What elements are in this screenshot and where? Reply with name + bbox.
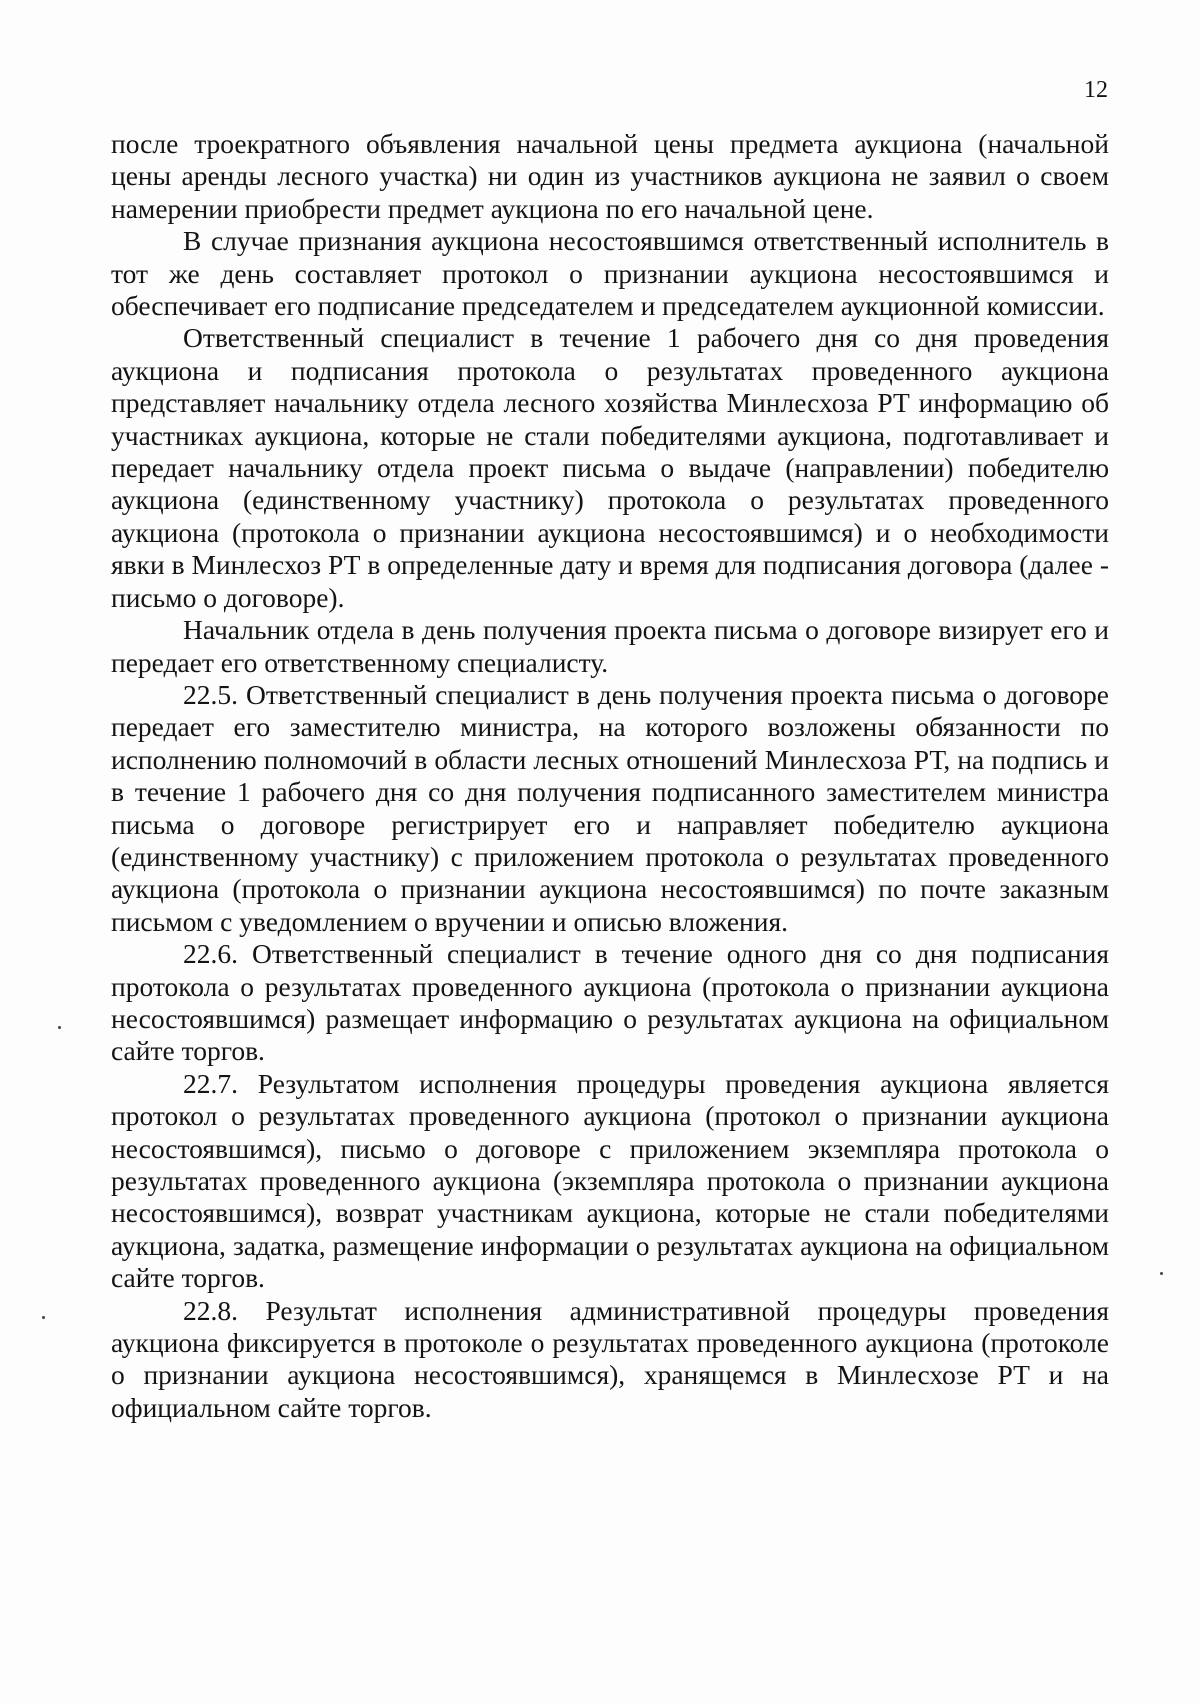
paragraph-auction-failed: В случае признания аукциона несостоявшимся ответственный исполнитель в тот же день составляет протокол о признании аукциона несостоявшимся и обеспечивает его подписание председателем и председателем аукционной комиссии.	[111, 225, 1109, 322]
paragraph-22-8: 22.8. Результат исполнения административной процедуры проведения аукциона фиксируется в протоколе о результатах проведенного аукциона (протоколе о признании аукциона несостоявшимся), хранящемся в Минлесхозе РТ и на официальном сайте торгов.	[111, 1294, 1109, 1423]
page-number: 12	[1084, 77, 1108, 103]
paragraph-specialist-report: Ответственный специалист в течение 1 рабочего дня со дня проведения аукциона и подписания протокола о результатах проведенного аукциона представляет начальнику отдела лесного хозяйства Минлесхоза РТ информацию об участниках аукциона, которые не стали победителями аукциона, подготавливает и передает начальнику отдела проект письма о выдаче (направлении) победителю аукциона (единственному участнику) протокола о результатах проведенного аукциона (протокола о признании аукциона несостоявшимся) и о необходимости явки в Минлесхоз РТ в определенные дату и время для подписания договора (далее - письмо о договоре).	[111, 322, 1109, 613]
paragraph-22-7: 22.7. Результатом исполнения процедуры проведения аукциона является протокол о результатах проведенного аукциона (протокол о признании аукциона несостоявшимся), письмо о договоре с приложением экземпляра протокола о результатах проведенного аукциона (экземпляра протокола о признании аукциона несостоявшимся), возврат участникам аукциона, которые не стали победителями аукциона, задатка, размещение информации о результатах аукциона на официальном сайте торгов.	[111, 1067, 1109, 1294]
scan-speck	[42, 1316, 45, 1319]
scan-speck	[58, 1026, 61, 1029]
paragraph-22-6: 22.6. Ответственный специалист в течение одного дня со дня подписания протокола о результатах проведенного аукциона (протокола о признании аукциона несостоявшимся) размещает информацию о результатах аукциона на официальном сайте торгов.	[111, 938, 1109, 1067]
scan-speck	[1160, 1272, 1163, 1275]
paragraph-continuation: после троекратного объявления начальной цены предмета аукциона (начальной цены аренды лесного участка) ни один из участников аукциона не заявил о своем намерении приобрести предмет аукциона по его начальной цене.	[111, 128, 1109, 224]
paragraph-department-head: Начальник отдела в день получения проекта письма о договоре визирует его и передает его ответственному специалисту.	[111, 614, 1109, 678]
paragraph-22-5: 22.5. Ответственный специалист в день получения проекта письма о договоре передает его заместителю министра, на которого возложены обязанности по исполнению полномочий в области лесных отношений Минлесхоза РТ, на подпись и в течение 1 рабочего дня со дня получения подписанного заместителем министра письма о договоре регистрирует его и направляет победителю аукциона (единственному участнику) с приложением протокола о результатах проведенного аукциона (протокола о признании аукциона несостоявшимся) по почте заказным письмом с уведомлением о вручении и описью вложения.	[111, 678, 1109, 937]
document-body	[111, 128, 1109, 1424]
